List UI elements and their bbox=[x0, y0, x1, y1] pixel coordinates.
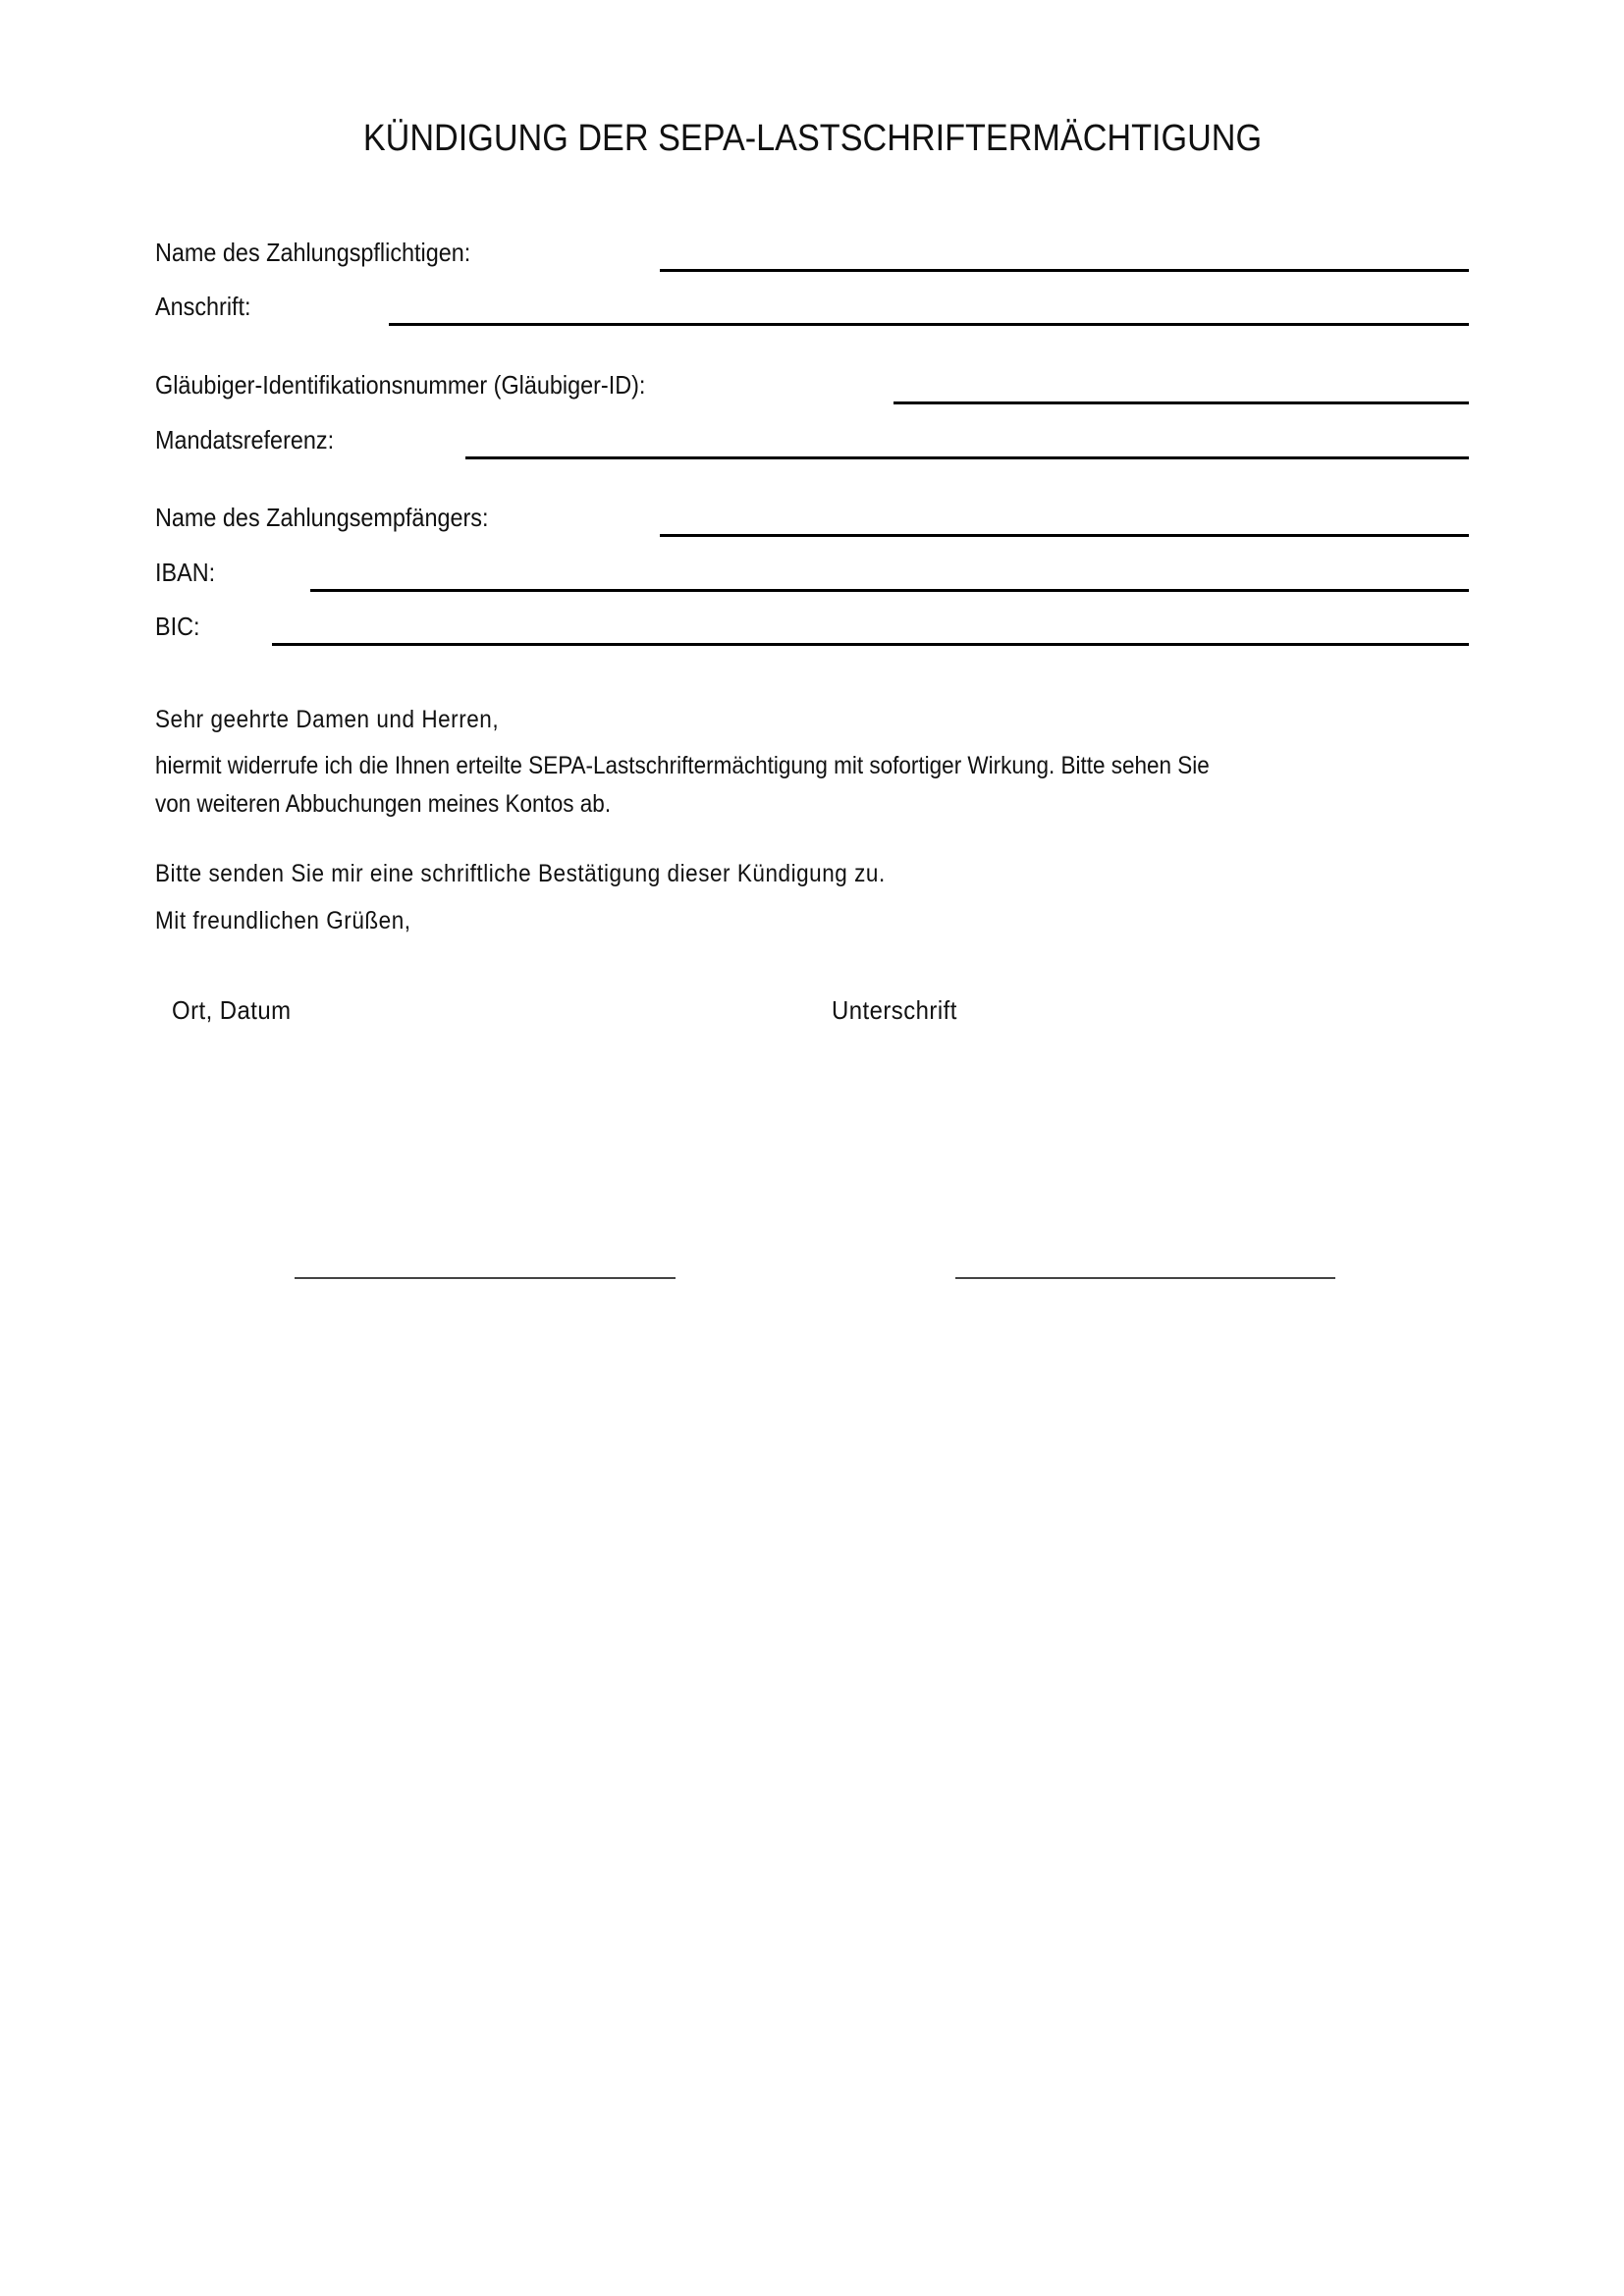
place-date-label: Ort, Datum bbox=[172, 995, 292, 1025]
creditor-id-field[interactable] bbox=[893, 401, 1469, 404]
letter-closing: Mit freundlichen Grüßen, bbox=[155, 907, 411, 934]
document-title: KÜNDIGUNG DER SEPA-LASTSCHRIFTERMÄCHTIGUNG bbox=[362, 118, 1262, 159]
field-label-payee-name: Name des Zahlungsempfängers: bbox=[155, 503, 489, 532]
letter-body-line-2: von weiteren Abbuchungen meines Kontos ab. bbox=[155, 790, 612, 818]
field-label-bic: BIC: bbox=[155, 612, 200, 641]
payer-name-field[interactable] bbox=[660, 269, 1469, 272]
payee-name-field[interactable] bbox=[660, 534, 1469, 537]
field-label-payer-name: Name des Zahlungspflichtigen: bbox=[155, 238, 471, 267]
letter-salutation: Sehr geehrte Damen und Herren, bbox=[155, 706, 500, 733]
bic-field[interactable] bbox=[272, 643, 1469, 646]
iban-field[interactable] bbox=[310, 589, 1469, 592]
field-label-iban: IBAN: bbox=[155, 558, 216, 587]
address-field[interactable] bbox=[389, 323, 1469, 326]
field-label-mandate-reference: Mandatsreferenz: bbox=[155, 425, 335, 454]
signature-label: Unterschrift bbox=[832, 995, 957, 1025]
letter-request: Bitte senden Sie mir eine schriftliche Bestätigung dieser Kündigung zu. bbox=[155, 860, 886, 887]
place-date-line[interactable] bbox=[295, 1277, 676, 1279]
signature-line[interactable] bbox=[955, 1277, 1335, 1279]
mandate-reference-field[interactable] bbox=[465, 456, 1469, 459]
letter-body-line-1: hiermit widerrufe ich die Ihnen erteilte SEPA-Lastschriftermächtigung mit sofortiger Wirkung. Bitte sehen Sie bbox=[155, 752, 1210, 779]
field-label-creditor-id: Gläubiger-Identifikationsnummer (Gläubiger-ID): bbox=[155, 370, 646, 400]
field-label-address: Anschrift: bbox=[155, 292, 251, 321]
